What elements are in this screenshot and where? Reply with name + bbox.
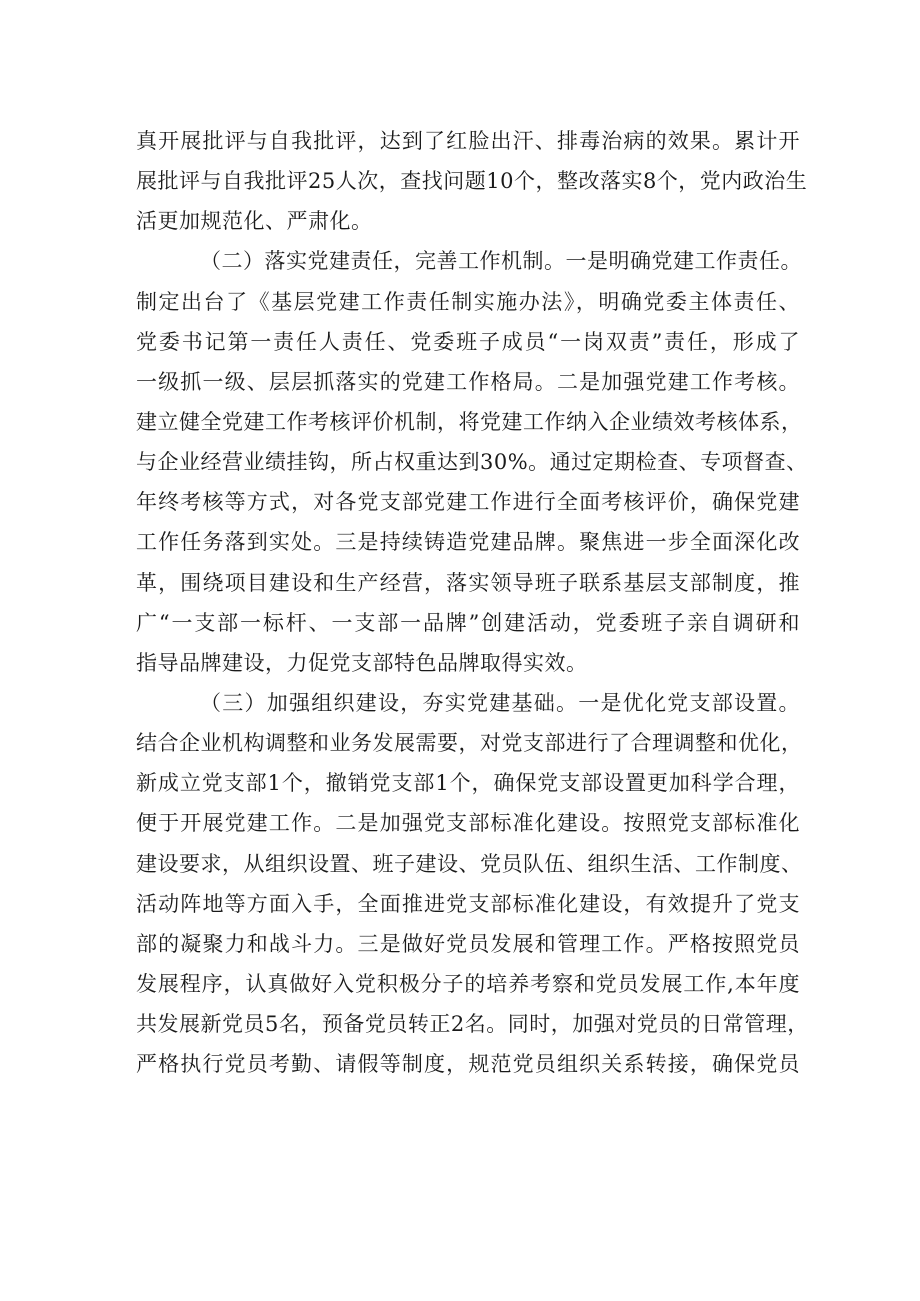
text-line: 制定出台了《基层党建工作责任制实施办法》，明确党委主体责任、	[136, 289, 800, 314]
text-line: 活动阵地等方面入手，全面推进党支部标准化建设，有效提升了党支	[136, 891, 800, 916]
text-line: 建设要求，从组织设置、班子建设、党员队伍、组织生活、工作制度、	[136, 851, 803, 876]
text-line: 年终考核等方式，对各党支部党建工作进行全面考核评价，确保党建	[136, 490, 800, 515]
text-line: （二）落实党建责任，完善工作机制。一是明确党建工作责任。	[200, 249, 802, 274]
text-line: 严格执行党员考勤、请假等制度，规范党员组织关系转接，确保党员	[136, 1052, 800, 1077]
text-line: 真开展批评与自我批评，达到了红脸出汗、排毒治病的效果。累计开	[136, 129, 800, 153]
text-line: 展批评与自我批评25人次，查找问题10个，整改落实8个，党内政治生	[136, 169, 808, 194]
text-line: 部的凝聚力和战斗力。三是做好党员发展和管理工作。严格按照党员	[136, 931, 800, 956]
text-line: 与企业经营业绩挂钩，所占权重达到30%。通过定期检查、专项督查、	[136, 450, 808, 475]
text-line: （三）加强组织建设，夯实党建基础。一是优化党支部设置。	[200, 690, 800, 715]
document-body	[136, 121, 809, 1084]
text-line: 新成立党支部1个，撤销党支部1个，确保党支部设置更加科学合理，	[136, 771, 800, 796]
text-line: 指导品牌建设，力促党支部特色品牌取得实效。	[136, 650, 588, 675]
text-line: 便于开展党建工作。二是加强党支部标准化建设。按照党支部标准化	[136, 811, 800, 836]
text-line: 工作任务落到实处。三是持续铸造党建品牌。聚焦进一步全面深化改	[136, 530, 800, 555]
text-line: 广“一支部一标杆、一支部一品牌”创建活动，党委班子亲自调研和	[136, 610, 800, 635]
text-line: 一级抓一级、层层抓落实的党建工作格局。二是加强党建工作考核。	[136, 369, 800, 394]
text-line: 发展程序，认真做好入党积极分子的培养考察和党员发展工作,本年度	[136, 971, 800, 996]
text-line: 党委书记第一责任人责任、党委班子成员“一岗双责”责任，形成了	[136, 329, 800, 354]
text-line: 活更加规范化、严肃化。	[136, 209, 373, 234]
text-line: 革，围绕项目建设和生产经营，落实领导班子联系基层支部制度，推	[136, 570, 800, 595]
text-line: 结合企业机构调整和业务发展需要，对党支部进行了合理调整和优化，	[136, 731, 803, 756]
text-line: 建立健全党建工作考核评价机制，将党建工作纳入企业绩效考核体系，	[136, 409, 803, 434]
text-line: 共发展新党员5名，预备党员转正2名。同时，加强对党员的日常管理，	[136, 1012, 809, 1037]
